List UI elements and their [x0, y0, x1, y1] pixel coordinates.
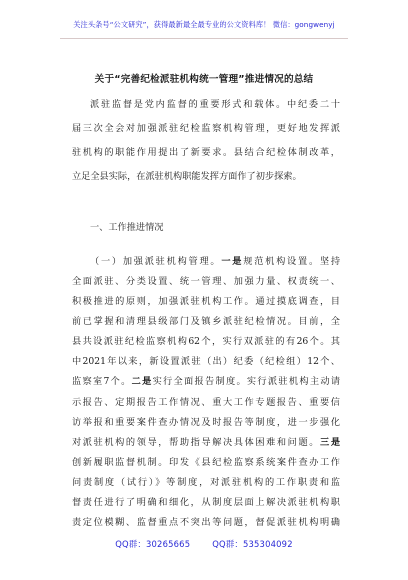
body-line: （一）加强派驻机构管理。一是规范机构设置。坚持 — [90, 256, 340, 267]
body-line: 前已掌握和清理县级部门及镇乡派驻纪检情况。目前，全 — [72, 316, 340, 328]
header-notice — [0, 20, 408, 30]
footer-qq-group-2: QQ群：535304092 — [212, 539, 293, 549]
body-line: 问责制度（试行）》等制度，对派驻机构的工作职责和监 — [72, 476, 340, 488]
body-line: 责定位模糊、监督重点不突出等问题，督促派驻机构明确 — [72, 517, 340, 528]
body-line: 积极推进的原则，加强派驻机构工作。通过摸底调查，目 — [72, 296, 340, 308]
section-heading: 一、工作推进情况 — [90, 222, 164, 233]
body-line: 中2021年以来，新设置派驻（出）纪委（纪检组）12个、 — [72, 356, 340, 368]
footer-qq-groups — [0, 538, 408, 550]
body-line: 示报告、定期报告工作情况、重大工作专题报告、重要信 — [72, 396, 340, 408]
header-divider — [60, 38, 348, 39]
body-line: 创新履职监督机制。印发《县纪检监察系统案件查办工作 — [72, 456, 340, 468]
body-line: 督责任进行了明确和细化，从制度层面上解决派驻机构职 — [72, 496, 340, 508]
body-line: 县共设派驻纪检监察机构62个，实行双派驻的有26个。其 — [72, 336, 340, 348]
intro-line: 派驻监督是党内监督的重要形式和载体。中纪委二十 — [90, 99, 340, 110]
intro-line: 届三次全会对加强派驻纪检监察机构管理，更好地发挥派 — [72, 123, 340, 134]
footer-qq-group-1: QQ群：30265665 — [115, 539, 191, 549]
body-line: 对派驻机构的领导，帮助指导解决具体困难和问题。三是 — [72, 436, 340, 448]
body-line: 全面派驻、分类设置、统一管理、加强力量、权责统一、 — [72, 276, 340, 288]
body-line: 监察室7个。二是实行全面报告制度。实行派驻机构主动请 — [72, 376, 340, 388]
intro-line: 驻机构的职能作用提出了新要求。县结合纪检体制改革， — [72, 147, 340, 158]
page-title: 关于“完善纪检派驻机构统一管理”推进情况的总结 — [94, 74, 314, 85]
header-notice-text: 关注头条号“公文研究”，获得最新最全最专业的公文资料库！ 微信：gongwenyj — [73, 20, 335, 29]
body-line: 访举报和重要案件查办情况及时报告等制度，进一步强化 — [72, 416, 340, 428]
intro-line: 立足全县实际，在派驻机构职能发挥方面作了初步探索。 — [72, 171, 302, 182]
